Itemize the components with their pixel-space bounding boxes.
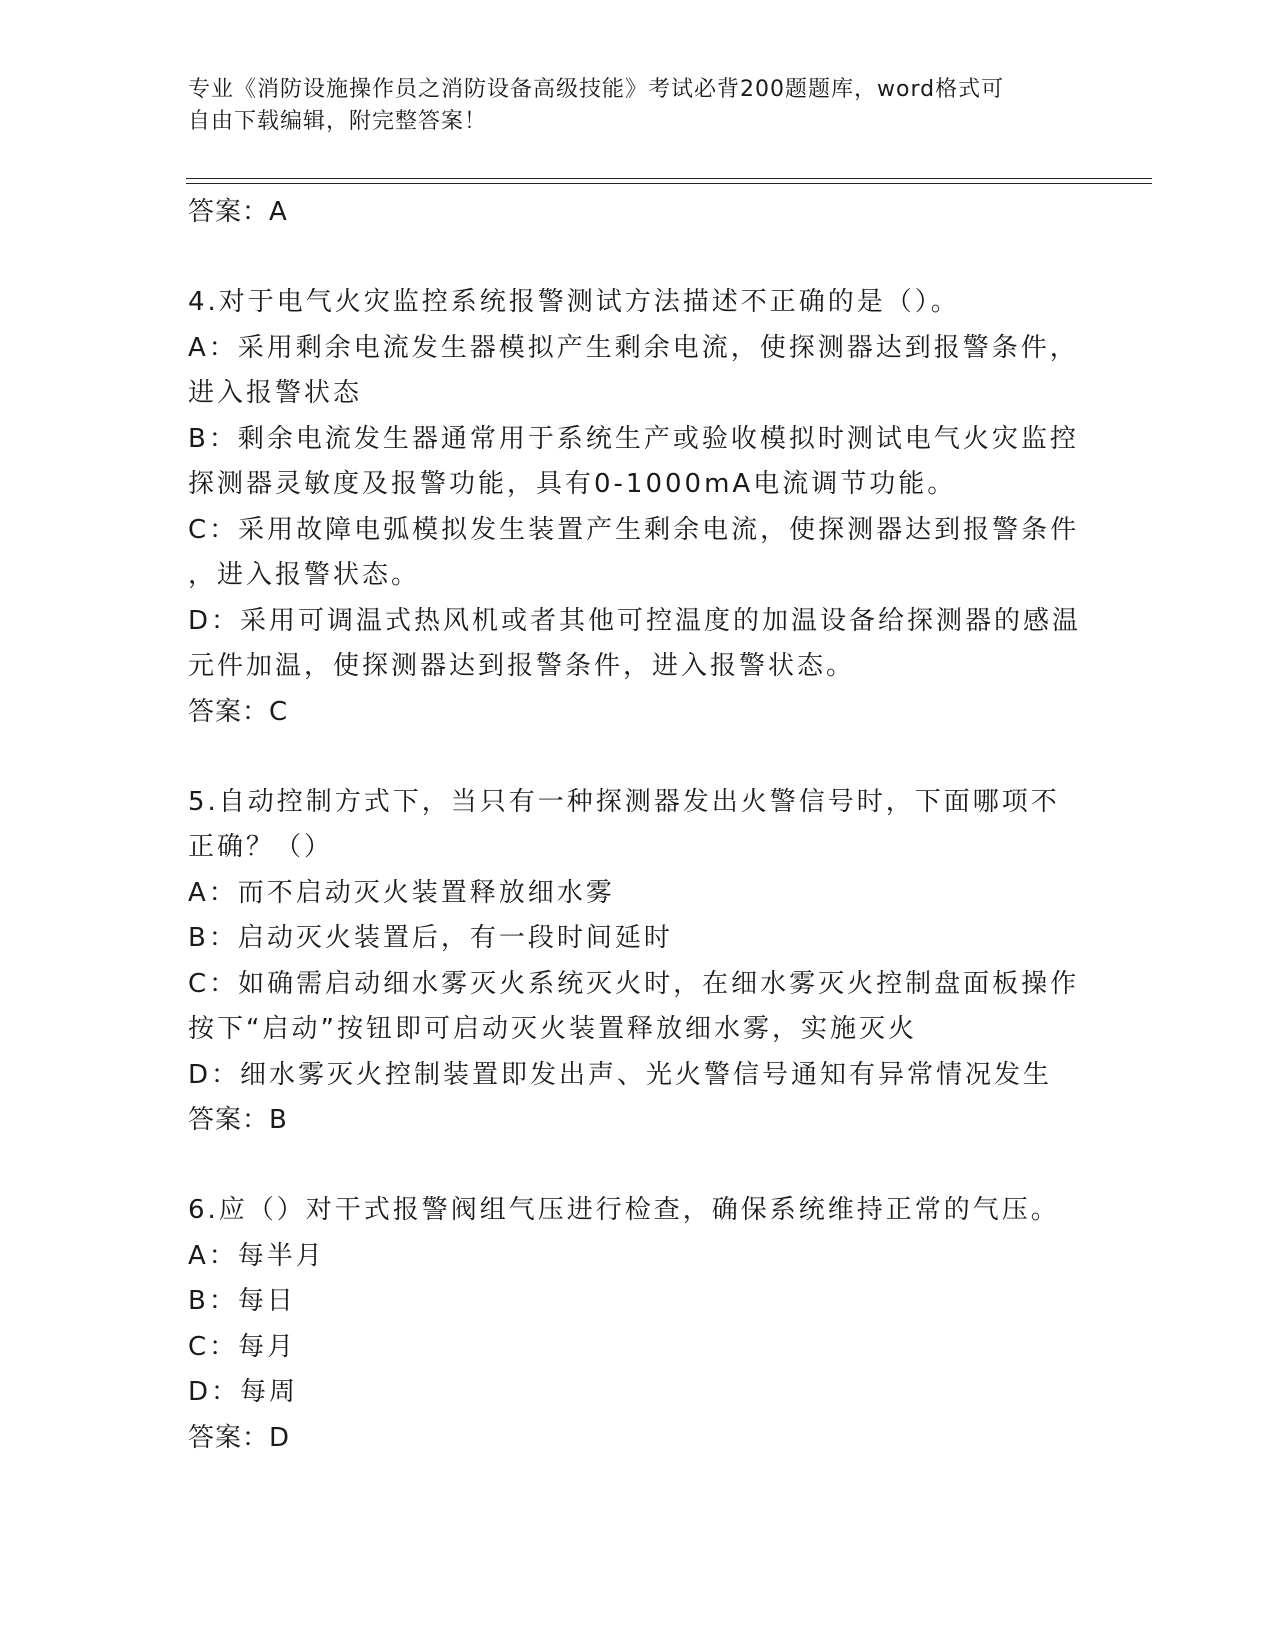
answer-line: 答案：D: [188, 1422, 291, 1453]
option-a: A：采用剩余电流发生器模拟产生剩余电流，使探测器达到报警条件，: [188, 332, 1079, 363]
option-b: B：每日: [188, 1286, 296, 1316]
option-c-cont: 按下“启动”按钮即可启动灭火装置释放细水雾，实施灭火: [188, 1014, 917, 1044]
header-line-1: 专业《消防设施操作员之消防设备高级技能》考试必背200题题库，word格式可: [188, 77, 1005, 102]
question-5: [188, 780, 1088, 1143]
option-d-cont: 元件加温，使探测器达到报警条件，进入报警状态。: [188, 651, 856, 681]
question-stem: 4.对于电气火灾监控系统报警测试方法描述不正确的是（）。: [188, 287, 960, 317]
answer-line: 答案：A: [188, 197, 288, 227]
question-list: [188, 190, 1088, 1460]
question-stem: 5.自动控制方式下，当只有一种探测器发出火警信号时，下面哪项不: [188, 786, 1060, 817]
option-c: C：采用故障电弧模拟发生装置产生剩余电流，使探测器达到报警条件: [188, 514, 1080, 545]
option-d: D：采用可调温式热风机或者其他可控温度的加温设备给探测器的感温: [188, 605, 1082, 636]
header-divider-top: [186, 178, 1152, 179]
question-stem-cont: 正确？（）: [188, 832, 334, 862]
option-b: B：启动灭火装置后，有一段时间延时: [188, 923, 673, 953]
answer-line: 答案：B: [188, 1105, 288, 1135]
option-c-cont: ，进入报警状态。: [188, 560, 421, 590]
option-c: C：如确需启动细水雾灭火系统灭火时，在细水雾灭火控制盘面板操作: [188, 968, 1080, 999]
question-stem: 6.应（）对干式报警阀组气压进行检查，确保系统维持正常的气压。: [188, 1195, 1060, 1225]
option-b-cont: 探测器灵敏度及报警功能，具有0-1000mA电流调节功能。: [188, 469, 957, 499]
document-header: [188, 74, 1088, 138]
question-4: [188, 280, 1088, 734]
option-d: D：每周: [188, 1377, 299, 1407]
option-d: D：细水雾灭火控制装置即发出声、光火警信号通知有异常情况发生: [188, 1059, 1053, 1090]
option-a: A：而不启动灭火装置释放细水雾: [188, 877, 615, 908]
option-c: C：每月: [188, 1331, 297, 1362]
option-a-cont: 进入报警状态: [188, 378, 363, 408]
question-6: [188, 1188, 1088, 1460]
answer-line: 答案：C: [188, 696, 289, 727]
option-a: A：每半月: [188, 1240, 325, 1271]
option-b: B：剩余电流发生器通常用于系统生产或验收模拟时测试电气火灾监控: [188, 423, 1079, 454]
header-line-2: 自由下载编辑，附完整答案！: [188, 109, 488, 134]
header-divider-bottom: [186, 183, 1152, 184]
